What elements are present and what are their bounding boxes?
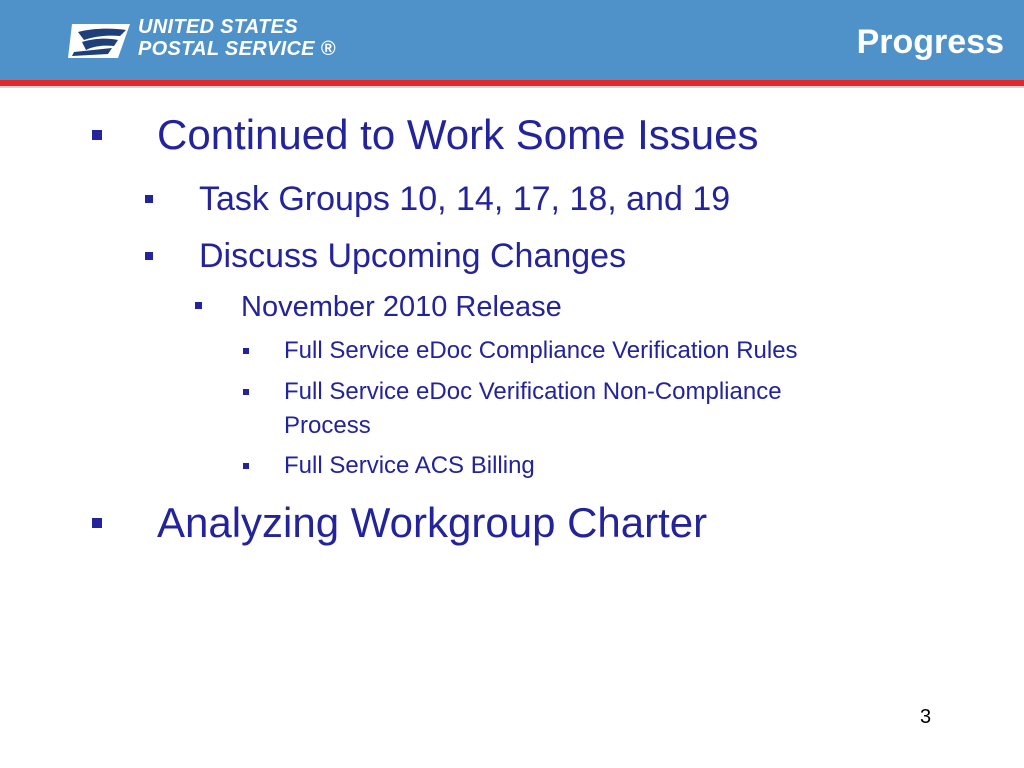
bullet-marker bbox=[195, 302, 202, 309]
bullet-marker bbox=[145, 195, 153, 203]
bullet-text: Discuss Upcoming Changes bbox=[199, 237, 627, 275]
bullet-text: Full Service ACS Billing bbox=[284, 452, 535, 479]
logo-line-1: UNITED STATES bbox=[138, 16, 298, 38]
slide-header bbox=[0, 0, 1024, 80]
bullet-marker bbox=[145, 252, 153, 260]
usps-logo bbox=[68, 14, 336, 68]
bullet-marker bbox=[243, 463, 249, 469]
bullet-marker bbox=[243, 348, 249, 354]
bullet-text-continuation: Process bbox=[284, 412, 371, 439]
gray-divider bbox=[0, 86, 1024, 88]
bullet-text: November 2010 Release bbox=[241, 291, 562, 323]
logo-wordmark bbox=[138, 16, 336, 60]
bullet-text: Full Service eDoc Verification Non-Compliance bbox=[284, 378, 782, 405]
bullet-text: Analyzing Workgroup Charter bbox=[157, 499, 708, 546]
bullet-text: Task Groups 10, 14, 17, 18, and 19 bbox=[199, 180, 731, 218]
slide-title: Progress bbox=[856, 23, 1004, 61]
bullet-marker bbox=[92, 518, 102, 528]
logo-line-2: POSTAL SERVICE ® bbox=[138, 38, 336, 60]
bullet-marker bbox=[92, 130, 102, 140]
page-number: 3 bbox=[920, 706, 932, 728]
bullet-text: Continued to Work Some Issues bbox=[157, 111, 759, 158]
bullet-marker bbox=[243, 389, 249, 395]
bullet-text: Full Service eDoc Compliance Verification Rules bbox=[284, 337, 798, 364]
eagle-icon bbox=[68, 18, 134, 64]
